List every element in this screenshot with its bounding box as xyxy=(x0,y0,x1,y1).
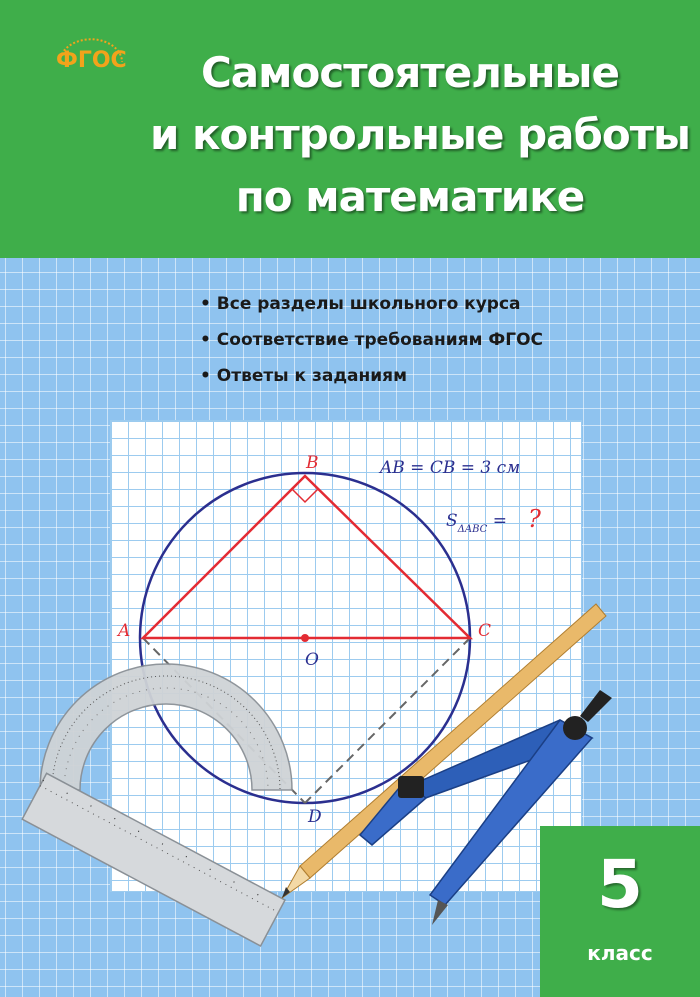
feature-item: • Ответы к заданиям xyxy=(200,366,407,386)
label-b: B xyxy=(306,453,319,473)
feature-item: • Соответствие требованиям ФГОС xyxy=(200,330,543,350)
area-expression: $S_{\Delta ABC}$ = xyxy=(446,511,507,535)
grade-number: 5 xyxy=(597,846,643,923)
ruler-icon xyxy=(22,773,285,946)
label-a: A xyxy=(118,621,131,641)
title-line-1: Самостоятельные xyxy=(200,48,620,97)
grade-badge xyxy=(540,826,700,997)
logo-text: ФГОС xyxy=(56,48,127,73)
equation-text: AB = CB = 3 см xyxy=(380,458,521,478)
title-line-2: и контрольные работы xyxy=(150,110,691,159)
grade-label: класс xyxy=(587,941,653,965)
label-o: O xyxy=(305,650,319,670)
label-c: C xyxy=(478,621,492,641)
right-angle-mark xyxy=(292,489,318,502)
title-line-3: по математике xyxy=(235,172,585,221)
question-mark: ? xyxy=(528,505,541,533)
feature-item: • Все разделы школьного курса xyxy=(200,294,521,314)
label-d: D xyxy=(308,807,322,827)
center-point xyxy=(301,634,309,642)
